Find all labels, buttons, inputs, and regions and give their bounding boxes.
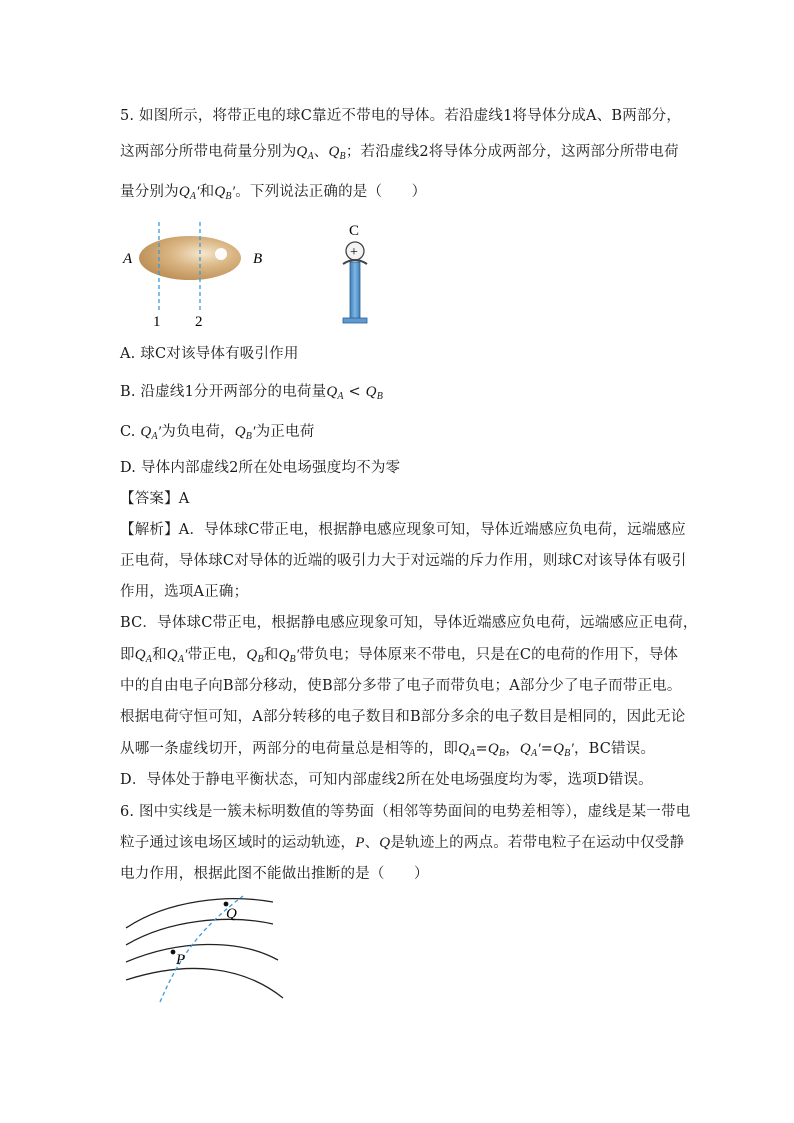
label-a: A	[123, 251, 133, 267]
q5-line-2-text-a: 这两部分所带电荷量分别为	[120, 144, 297, 160]
q6-line-2: 粒子通过该电场区域时的运动轨迹，P、Q是轨迹上的两点。若带电粒子在运动中仅受静	[120, 835, 685, 851]
label-line-2: 2	[195, 314, 203, 330]
stand-pole	[350, 262, 360, 320]
q5-qa: $Q_A$	[296, 144, 314, 162]
q5-qa-prime: $Q_A'$	[178, 184, 200, 202]
label-b: B	[253, 251, 263, 267]
answer: 【答案】A	[120, 491, 190, 507]
option-c: C. $Q_A'$为负电荷，$Q_B'$为正电荷	[120, 424, 315, 442]
explanation-line-7: 根据电荷守恒可知，A部分转移的电子数目和B部分多余的电子数目是相同的，因此无论	[120, 709, 686, 725]
plus-sign: +	[350, 245, 358, 260]
q6-figure	[118, 890, 288, 1010]
equipotential-4	[126, 968, 283, 998]
q5-line-1: 5. 如图所示，将带正电的球C靠近不带电的导体。若沿虚线1将导体分成A、B两部分，	[120, 108, 682, 124]
q6-line-3: 电力作用，根据此图不能做出推断的是（ ）	[120, 866, 429, 882]
q5-line-3-text-c: 。下列说法正确的是（ ）	[235, 184, 427, 200]
label-c: C	[349, 223, 360, 239]
q5-sep: 、	[313, 144, 329, 160]
option-b: B. 沿虚线1分开两部分的电荷量$Q_A < Q_B$	[120, 384, 383, 402]
explanation-line-2: 正电荷，导体球C对导体的近端的吸引力大于对远端的斥力作用，则球C对该导体有吸引	[120, 553, 687, 569]
explanation-line-4: BC．导体球C带正电，根据静电感应现象可知，导体近端感应负电荷，远端感应正电荷，	[120, 615, 698, 631]
q5-line-3	[120, 180, 426, 202]
q5-line-2-text-b: ；若沿虚线2将导体分成两部分，这两部分所带电荷	[345, 144, 679, 160]
explanation-line-6: 中的自由电子向B部分移动，使B部分多带了电子而带负电；A部分少了电子而带正电。	[120, 678, 682, 694]
equipotential-2	[126, 919, 273, 945]
option-d: D. 导体内部虚线2所在处电场强度均不为零	[120, 460, 401, 476]
q5-qb-prime: $Q_B'$	[214, 184, 236, 202]
label-p: P	[176, 952, 186, 968]
q5-qb: $Q_B$	[328, 144, 346, 162]
explanation-line-5: 即$Q_A$和$Q_A'$带正电，$Q_B$和$Q_B'$带负电；导体原来不带电，只是在C的电荷的作用下，导体	[120, 647, 679, 665]
q5-line-2	[120, 140, 679, 162]
conductor-ellipse	[139, 236, 241, 280]
explanation-line-3: 作用，选项A正确；	[120, 584, 249, 600]
point-p	[171, 950, 176, 955]
label-q: Q	[226, 906, 237, 922]
equipotential-3	[126, 944, 278, 962]
q5-line-3-text-a: 量分别为	[120, 184, 179, 200]
explanation-line-9: D．导体处于静电平衡状态，可知内部虚线2所在处电场强度均为零，选项D错误。	[120, 772, 653, 788]
q5-line-3-and: 和	[199, 184, 215, 200]
option-a: A. 球C对该导体有吸引作用	[120, 346, 299, 362]
highlight-dot	[215, 248, 227, 260]
label-line-1: 1	[153, 314, 161, 330]
q5-figure	[115, 218, 385, 333]
explanation-line-1: 【解析】A．导体球C带正电，根据静电感应现象可知，导体近端感应负电荷，远端感应	[120, 522, 686, 538]
explanation-line-8: 从哪一条虚线切开，两部分的电荷量总是相等的，即$Q_A=Q_B$，$Q_A'=Q_B'$，BC错误。	[120, 741, 656, 759]
q6-line-1: 6. 图中实线是一簇未标明数值的等势面（相邻等势面间的电势差相等），虚线是某一带电	[120, 804, 691, 820]
equipotential-1	[126, 899, 273, 928]
stand-base	[343, 318, 367, 323]
